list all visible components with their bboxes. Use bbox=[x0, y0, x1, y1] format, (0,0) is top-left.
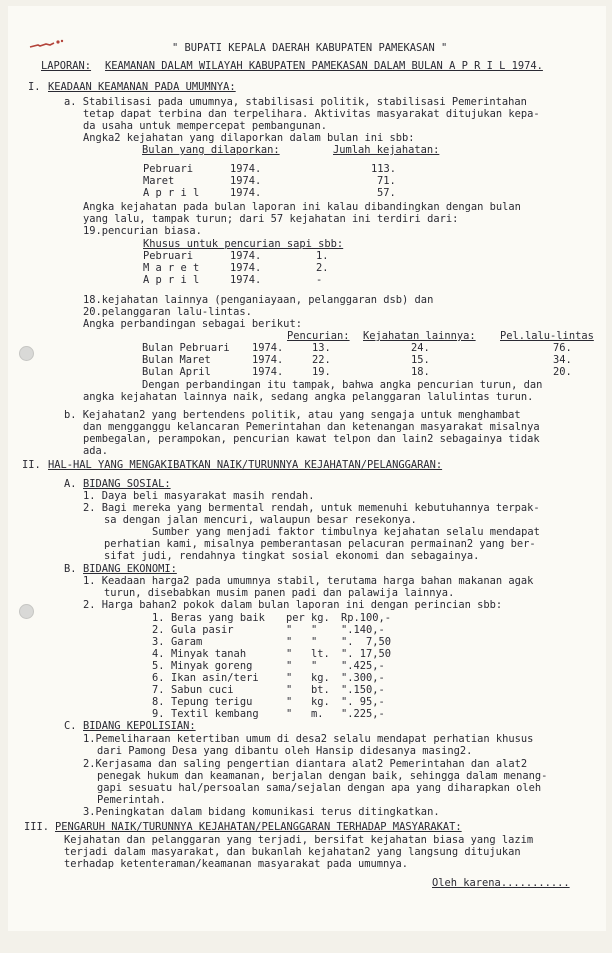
conclusion-line-2: angka kejahatan lainnya naik, sedang angka pelanggaran lalulintas turun. bbox=[83, 391, 534, 403]
comparison-row-other: 18. bbox=[411, 366, 430, 378]
price-unit: " " bbox=[286, 636, 318, 648]
comparison-line-2: yang lalu, tampak turun; dari 57 kejahatan ini terdiri dari: bbox=[83, 213, 459, 225]
crime-row-month: Maret bbox=[143, 175, 175, 187]
report-label: LAPORAN: bbox=[41, 60, 92, 72]
para-b-line-1: b. Kejahatan2 yang bertendens politik, atau yang sengaja untuk menghambat bbox=[64, 409, 521, 421]
crime-table-col-count: Jumlah kejahatan: bbox=[333, 144, 440, 156]
comparison-row-other: 24. bbox=[411, 342, 430, 354]
sub-c-heading: BIDANG KEPOLISIAN: bbox=[83, 720, 196, 732]
crime-row-month: Pebruari bbox=[143, 163, 194, 175]
section-3-line: Kejahatan dan pelanggaran yang terjadi, bersifat kejahatan biasa yang lazim bbox=[64, 834, 534, 846]
price-value: ".425,- bbox=[341, 660, 385, 672]
price-unit: " " bbox=[286, 624, 318, 636]
section-1-heading: KEADAAN KEAMANAN PADA UMUMNYA: bbox=[48, 81, 236, 93]
price-unit: per kg. bbox=[286, 612, 330, 624]
section-2-number: II. bbox=[22, 459, 41, 471]
other-line-3: Angka perbandingan sebagai berikut: bbox=[83, 318, 302, 330]
price-item: Beras yang baik bbox=[171, 612, 265, 624]
sub-b-heading: BIDANG EKONOMI: bbox=[83, 563, 177, 575]
para-a-line-3: da usaha untuk mempercepat pembangunan. bbox=[83, 120, 327, 132]
price-item: Ikan asin/teri bbox=[171, 672, 259, 684]
cattle-table-heading: Khusus untuk pencurian sapi sbb: bbox=[143, 238, 344, 250]
doc-title: " BUPATI KEPALA DAERAH KABUPATEN PAMEKASAN " bbox=[172, 42, 448, 54]
cattle-row-year: 1974. bbox=[230, 262, 262, 274]
comparison-row-traffic: 34. bbox=[553, 354, 572, 366]
price-value: ". 7,50 bbox=[341, 636, 392, 648]
para-b-line-2: dan mengganggu kelancaran Pemerintahan dan ketenangan masyarakat misalnya bbox=[83, 421, 540, 433]
document-page bbox=[8, 6, 606, 931]
section-2-heading: HAL-HAL YANG MENGAKIBATKAN NAIK/TURUNNYA KEJAHATAN/PELANGGARAN: bbox=[48, 459, 443, 471]
section-3-heading: PENGARUH NAIK/TURUNNYA KEJAHATAN/PELANGGARAN TERHADAP MASYARAKAT: bbox=[55, 821, 462, 833]
price-no: 1. bbox=[152, 612, 165, 624]
para-b-line-4: ada. bbox=[83, 445, 109, 457]
crime-row-count: 113. bbox=[371, 163, 397, 175]
comparison-row-year: 1974. bbox=[252, 342, 284, 354]
cattle-row-month: Pebruari bbox=[143, 250, 194, 262]
price-value: ".300,- bbox=[341, 672, 385, 684]
sub-c-line: 2.Kerjasama dan saling pengertian diantara alat2 Pemerintahan dan alat2 bbox=[83, 758, 528, 770]
price-item: Garam bbox=[171, 636, 203, 648]
sub-c-label: C. bbox=[64, 720, 77, 732]
comparison-line-3: 19.pencurian biasa. bbox=[83, 225, 202, 237]
sub-b-line: turun, disebabkan musim panen padi dan palawija lainnya. bbox=[104, 587, 455, 599]
price-no: 6. bbox=[152, 672, 165, 684]
crime-row-year: 1974. bbox=[230, 187, 262, 199]
crime-row-count: 57. bbox=[377, 187, 396, 199]
punch-hole bbox=[19, 604, 34, 619]
price-unit: " kg. bbox=[286, 696, 330, 708]
price-unit: " m. bbox=[286, 708, 324, 720]
ink-mark-icon bbox=[28, 38, 66, 50]
comparison-row-month: Bulan April bbox=[142, 366, 211, 378]
report-subject: KEAMANAN DALAM WILAYAH KABUPATEN PAMEKASAN DALAM BULAN A P R I L 1974. bbox=[105, 60, 543, 72]
cattle-row-month: A p r i l bbox=[143, 274, 200, 286]
price-no: 5. bbox=[152, 660, 165, 672]
price-unit: " bt. bbox=[286, 684, 330, 696]
price-unit: " " bbox=[286, 660, 318, 672]
sub-a-line: sifat judi, rendahnya tingkat sosial ekonomi dan sebagainya. bbox=[104, 550, 480, 562]
price-no: 7. bbox=[152, 684, 165, 696]
price-value: ". 17,50 bbox=[341, 648, 392, 660]
conclusion-line-1: Dengan perbandingan itu tampak, bahwa angka pencurian turun, dan bbox=[142, 379, 543, 391]
sub-b-label: B. bbox=[64, 563, 77, 575]
sub-b-line: 2. Harga bahan2 pokok dalam bulan laporan ini dengan perincian sbb: bbox=[83, 599, 503, 611]
comparison-row-theft: 22. bbox=[312, 354, 331, 366]
crime-row-month: A p r i l bbox=[143, 187, 200, 199]
price-value: Rp.100,- bbox=[341, 612, 392, 624]
comparison-row-theft: 13. bbox=[312, 342, 331, 354]
comparison-col-theft: Pencurian: bbox=[287, 330, 350, 342]
cattle-row-year: 1974. bbox=[230, 250, 262, 262]
sub-c-line: 3.Peningkatan dalam bidang komunikasi terus ditingkatkan. bbox=[83, 806, 440, 818]
price-value: ".140,- bbox=[341, 624, 385, 636]
comparison-col-traffic: Pel.lalu-lintas bbox=[500, 330, 594, 342]
cattle-row-month: M a r e t bbox=[143, 262, 200, 274]
sub-a-label: A. bbox=[64, 478, 77, 490]
para-a-line-1: a. Stabilisasi pada umumnya, stabilisasi politik, stabilisasi Pemerintahan bbox=[64, 96, 527, 108]
price-unit: " kg. bbox=[286, 672, 330, 684]
price-item: Sabun cuci bbox=[171, 684, 234, 696]
price-item: Minyak tanah bbox=[171, 648, 247, 660]
crime-row-year: 1974. bbox=[230, 175, 262, 187]
section-3-line: terjadi dalam masyarakat, dan bukanlah kejahatan2 yang langsung ditujukan bbox=[64, 846, 521, 858]
price-no: 4. bbox=[152, 648, 165, 660]
punch-hole bbox=[19, 346, 34, 361]
comparison-row-traffic: 76. bbox=[553, 342, 572, 354]
sub-c-line: Pemerintah. bbox=[97, 794, 166, 806]
price-item: Textil kembang bbox=[171, 708, 259, 720]
price-no: 3. bbox=[152, 636, 165, 648]
other-line-1: 18.kejahatan lainnya (penganiayaan, pelanggaran dsb) dan bbox=[83, 294, 434, 306]
comparison-row-other: 15. bbox=[411, 354, 430, 366]
para-a-line-2: tetap dapat terbina dan terpelihara. Aktivitas masyarakat ditujukan kepa- bbox=[83, 108, 540, 120]
comparison-row-traffic: 20. bbox=[553, 366, 572, 378]
comparison-row-theft: 19. bbox=[312, 366, 331, 378]
price-value: ".225,- bbox=[341, 708, 385, 720]
comparison-row-year: 1974. bbox=[252, 354, 284, 366]
price-no: 9. bbox=[152, 708, 165, 720]
other-line-2: 20.pelanggaran lalu-lintas. bbox=[83, 306, 252, 318]
sub-b-line: 1. Keadaan harga2 pada umumnya stabil, terutama harga bahan makanan agak bbox=[83, 575, 534, 587]
sub-c-line: dari Pamong Desa yang dibantu oleh Hansip didesanya masing2. bbox=[97, 745, 473, 757]
crime-table-col-month: Bulan yang dilaporkan: bbox=[142, 144, 280, 156]
price-no: 8. bbox=[152, 696, 165, 708]
crime-row-count: 71. bbox=[377, 175, 396, 187]
price-no: 2. bbox=[152, 624, 165, 636]
section-1-number: I. bbox=[28, 81, 41, 93]
price-item: Tepung terigu bbox=[171, 696, 253, 708]
sub-c-line: penegak hukum dan keamanan, berjalan dengan baik, sehingga dalam menang- bbox=[97, 770, 548, 782]
cattle-row-year: 1974. bbox=[230, 274, 262, 286]
section-3-line: terhadap ketenteraman/keamanan masyarakat pada umumnya. bbox=[64, 858, 409, 870]
comparison-row-month: Bulan Pebruari bbox=[142, 342, 230, 354]
sub-a-line: 1. Daya beli masyarakat masih rendah. bbox=[83, 490, 315, 502]
comparison-row-year: 1974. bbox=[252, 366, 284, 378]
price-item: Gula pasir bbox=[171, 624, 234, 636]
para-b-line-3: pembegalan, perampokan, pencurian kawat telpon dan lain2 sebagainya tidak bbox=[83, 433, 540, 445]
sub-c-line: 1.Pemeliharaan ketertiban umum di desa2 selalu mendapat perhatian khusus bbox=[83, 733, 534, 745]
price-item: Minyak goreng bbox=[171, 660, 253, 672]
cattle-row-count: 2. bbox=[316, 262, 329, 274]
closing-text: Oleh karena........... bbox=[432, 877, 570, 889]
sub-c-line: gapi sesuatu hal/persoalan sama/sejalan dengan apa yang diharapkan oleh bbox=[97, 782, 542, 794]
sub-a-heading: BIDANG SOSIAL: bbox=[83, 478, 171, 490]
section-3-number: III. bbox=[24, 821, 50, 833]
comparison-line-1: Angka kejahatan pada bulan laporan ini kalau dibandingkan dengan bulan bbox=[83, 201, 521, 213]
sub-a-line: 2. Bagi mereka yang bermental rendah, untuk memenuhi kebutuhannya terpak- bbox=[83, 502, 540, 514]
price-value: ". 95,- bbox=[341, 696, 385, 708]
price-unit: " lt. bbox=[286, 648, 330, 660]
cattle-row-count: 1. bbox=[316, 250, 329, 262]
price-value: ".150,- bbox=[341, 684, 385, 696]
comparison-col-other: Kejahatan lainnya: bbox=[363, 330, 476, 342]
cattle-row-count: - bbox=[316, 274, 323, 286]
sub-a-line: perhatian kami, misalnya pemberantasan pelacuran permainan2 yang ber- bbox=[104, 538, 536, 550]
sub-a-line: sa dengan jalan mencuri, walaupun besar resekonya. bbox=[104, 514, 417, 526]
crime-row-year: 1974. bbox=[230, 163, 262, 175]
comparison-row-month: Bulan Maret bbox=[142, 354, 211, 366]
sub-a-line: Sumber yang menjadi faktor timbulnya kejahatan selalu mendapat bbox=[152, 526, 540, 538]
para-a-line-4: Angka2 kejahatan yang dilaporkan dalam bulan ini sbb: bbox=[83, 132, 415, 144]
